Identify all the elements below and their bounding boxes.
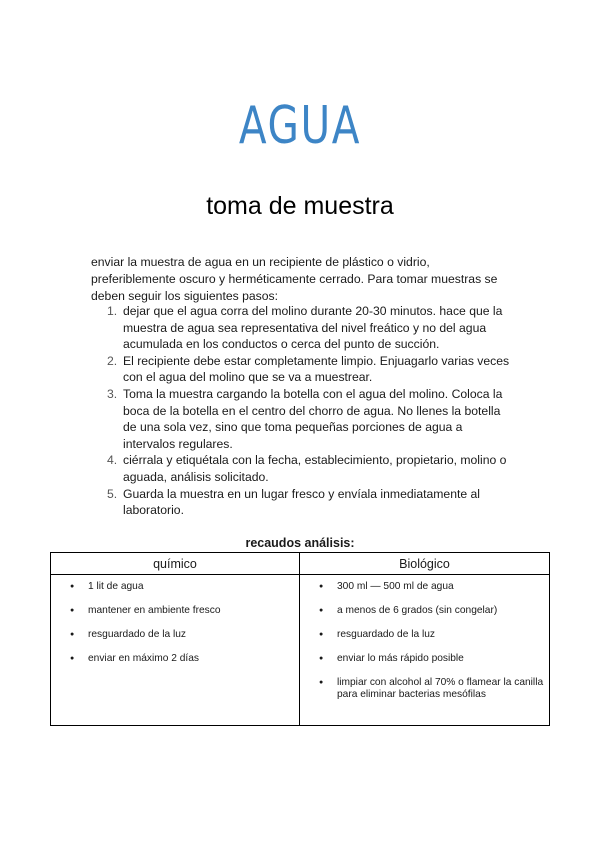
requirements-table [50,552,550,726]
list-item: ● resguardado de la luz [300,629,549,641]
step-number: 1. [107,304,118,318]
list-item: ● 1 lit de agua [51,581,299,593]
list-item: ● a menos de 6 grados (sin congelar) [300,605,549,617]
list-item [91,386,511,452]
step-number: 2. [107,353,118,368]
page-title: AGUA [238,96,362,156]
quimico-cell [51,575,300,726]
list-item: ● enviar lo más rápido posible [300,653,549,665]
table-header-row [51,553,550,575]
header-biologico: Biológico [300,553,550,575]
table-row [51,575,550,726]
step-number: 4. [107,453,118,468]
list-item [91,353,511,386]
list-item: ● 300 ml — 500 ml de agua [300,581,549,593]
list-item [91,303,511,353]
list-item: ● limpiar con alcohol al 70% o flamear la canilla para eliminar bacterias mesófilas [300,677,549,701]
step-text: El recipiente debe estar completamente limpio. Enjuagarlo varias veces con el agua del molino que se va a muestrear. [123,353,510,385]
step-text: dejar que el agua corra del molino durante 20-30 minutos. hace que la muestra de agua sea representativa del nivel freático y no del agua acumulada en los conductos o cerca del punto de succión. [123,304,503,352]
list-item: ● mantener en ambiente fresco [51,605,299,617]
step-number: 3. [107,386,118,401]
quimico-list [51,581,299,665]
header-quimico: químico [51,553,300,575]
list-item: ● enviar en máximo 2 días [51,653,299,665]
steps-list [91,303,511,519]
list-item [91,486,511,519]
intro-paragraph: enviar la muestra de agua en un recipiente de plástico o vidrio, preferiblemente oscuro y herméticamente cerrado. Para tomar muestras se deben seguir los siguientes pasos: [91,255,498,303]
step-text: Toma la muestra cargando la botella con el agua del molino. Coloca la boca de la botella en el centro del chorro de agua. No llenes la botella de una sola vez, sino que toma pequeñas porciones de agua a intervalos regulares. [123,386,503,451]
step-text: ciérrala y etiquétala con la fecha, establecimiento, propietario, molino o aguada, análisis solicitado. [123,453,507,484]
step-text: Guarda la muestra en un lugar fresco y envíala inmediatamente al laboratorio. [123,486,481,518]
biologico-cell [300,575,550,726]
list-item [91,452,511,485]
list-item: ● resguardado de la luz [51,629,299,641]
biologico-list [300,581,549,701]
page-subtitle: toma de muestra [206,192,394,220]
table-title: recaudos análisis: [245,536,355,550]
step-number: 5. [107,486,118,501]
